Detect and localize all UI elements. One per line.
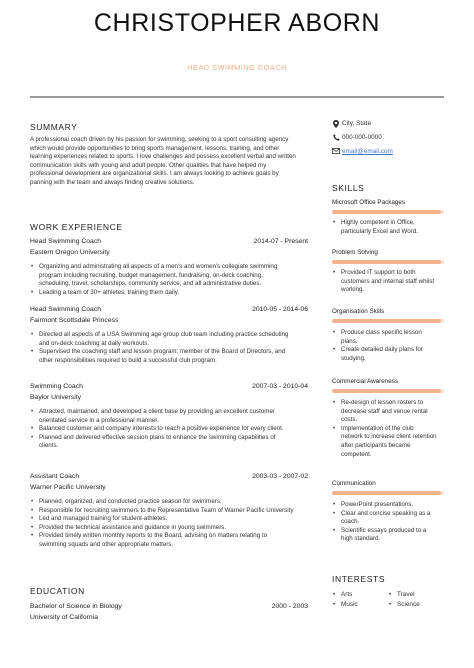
job-title: HEAD SWIMMING COACH (187, 63, 287, 72)
summary-heading: SUMMARY (30, 122, 78, 132)
skill-bullets (332, 269, 444, 295)
job-dates: 2014-07 - Present (253, 238, 308, 245)
list-item: • Supervised the coaching staff and lesson program; member of the Board of Directors, and other responsibilities required to build a successful club program. (30, 348, 308, 365)
skill-bullets (332, 329, 444, 363)
list-item: • PowerPoint presentations. (332, 501, 444, 510)
skill-bullets (332, 219, 444, 236)
skill-name: Microsoft Office Packages (332, 199, 406, 206)
school: University of California (30, 614, 98, 621)
job-title-text: Head Swimming Coach (30, 238, 102, 245)
list-item: • Leading a team of 30+ athletes, training them daily. (30, 289, 308, 298)
list-item: • Implementation of the club network to increase client retention after participants became competent. (332, 425, 448, 459)
list-item: • Planned and delivered effective session plans to enhance the swimming capabilities of clients. (30, 434, 308, 451)
education-heading: EDUCATION (30, 586, 85, 596)
skill-level-bar (332, 389, 444, 393)
job-title-text: Head Swimming Coach (30, 306, 102, 313)
candidate-name: CHRISTOPHER ABORN (93, 9, 381, 37)
skill-level-bar (332, 491, 444, 495)
job-dates: 2007-03 - 2010-04 (252, 383, 308, 390)
skill-level-fill (332, 491, 441, 495)
job-title-text: Swimming Coach (30, 383, 83, 390)
list-item: • Provided the technical assistance and guidance in young swimmers. (30, 524, 312, 533)
list-item: • Create detailed daily plans for studying. (332, 346, 444, 363)
list-item: • Directed all aspects of a USA Swimming age group club team including practice scheduling and on-deck coaching at daily workouts. (30, 331, 308, 348)
skill-bullets (332, 399, 448, 459)
interests-heading: INTERESTS (332, 574, 386, 584)
job-bullets (30, 408, 308, 451)
list-item: • Scientific essays produced to a high standard. (332, 527, 444, 544)
list-item: • Led and managed training for student-athletes. (30, 515, 312, 524)
list-item: • Provided timely written monthly reports to the Board, advising on matters relating to swimming squads and other appropriate matters. (30, 532, 312, 549)
job-dates: 2003-03 - 2007-02 (252, 473, 308, 480)
list-item: • Responsible for recruiting swimmers to the Representative Team of Warner Pacific University (30, 507, 312, 516)
interest-item: • Arts (332, 591, 352, 598)
job-bullets (30, 331, 308, 365)
skill-level-fill (332, 210, 441, 214)
list-item: • Clear and concise speaking as a coach. (332, 510, 444, 527)
job-header (30, 306, 308, 313)
job-title-text: Assistant Coach (30, 473, 80, 480)
skill-level-bar (332, 260, 444, 264)
skill-name: Problem Solving (332, 249, 378, 256)
job-organization: Eastern Oregon University (30, 249, 110, 256)
list-item: • Balanced customer and company interests to reach a positive experience for every client. (30, 425, 308, 434)
interest-item: • Travel (388, 591, 415, 598)
list-item: • Provided IT support to both customers and internal staff whilst working. (332, 269, 444, 295)
skill-level-fill (332, 319, 441, 323)
list-item: • Re-design of lesson rosters to decrease staff and venue rental costs. (332, 399, 448, 425)
summary-text: A professional coach driven by his passion for swimming, seeking to a sport consulting agency which would provide opportunities to bring sports management, lessons, training, and other learning experiences related to sports. I love challenges and possess excellent verbal and written communication skills with young and adult people. Other qualities that have helped my professional development are organizational skills. I am always looking to achieve goals by panning with the team and always finding creative solutions. (30, 136, 296, 186)
skill-level-fill (332, 260, 441, 264)
location-pin-icon (332, 120, 340, 130)
skill-name: Communication (332, 480, 376, 487)
job-header (30, 473, 308, 480)
job-header (30, 383, 308, 390)
interest-item: • Music (332, 601, 358, 608)
list-item: • Produce class specific lesson plans. (332, 329, 444, 346)
education-header (30, 603, 308, 610)
experience-heading: WORK EXPERIENCE (30, 222, 123, 232)
interest-item: • Science (388, 601, 420, 608)
job-dates: 2010-05 - 2014-06 (252, 306, 308, 313)
list-item: • Highly competent in Office, particularly Excel and Word. (332, 219, 444, 236)
skill-bullets (332, 501, 444, 544)
list-item: • Attracted, maintained, and developed a client base by providing an excellent customer orientated service in a professional manner. (30, 408, 308, 425)
email-icon (332, 148, 340, 156)
job-organization: Warner Pacific University (30, 484, 106, 491)
job-header (30, 238, 308, 245)
email-link[interactable]: email@email.com (342, 148, 393, 155)
job-bullets (30, 263, 308, 297)
education-dates: 2000 - 2003 (271, 603, 308, 610)
phone-icon (332, 134, 340, 143)
skill-name: Organisation Skills (332, 308, 385, 315)
list-item: • Planned, organized, and conducted practice season for swimmers. (30, 498, 312, 507)
degree: Bachelor of Science in Biology (30, 603, 122, 610)
job-organization: Fairmont Scottsdale Princess (30, 317, 119, 324)
skill-name: Commercial Awareness (332, 378, 399, 385)
skill-level-bar (332, 319, 444, 323)
job-organization: Baylor University (30, 394, 81, 401)
skills-heading: SKILLS (332, 183, 365, 193)
job-bullets (30, 498, 312, 550)
list-item: • Organizing and administrating all aspects of a men's and women's collegiate swimming program including recruiting, budget management, fundraising, on-deck coaching, scheduling, travel, scholarships, community service, and all administrative duties. (30, 263, 308, 289)
skill-level-bar (332, 210, 444, 214)
skill-level-fill (332, 389, 441, 393)
header-divider (30, 96, 444, 98)
